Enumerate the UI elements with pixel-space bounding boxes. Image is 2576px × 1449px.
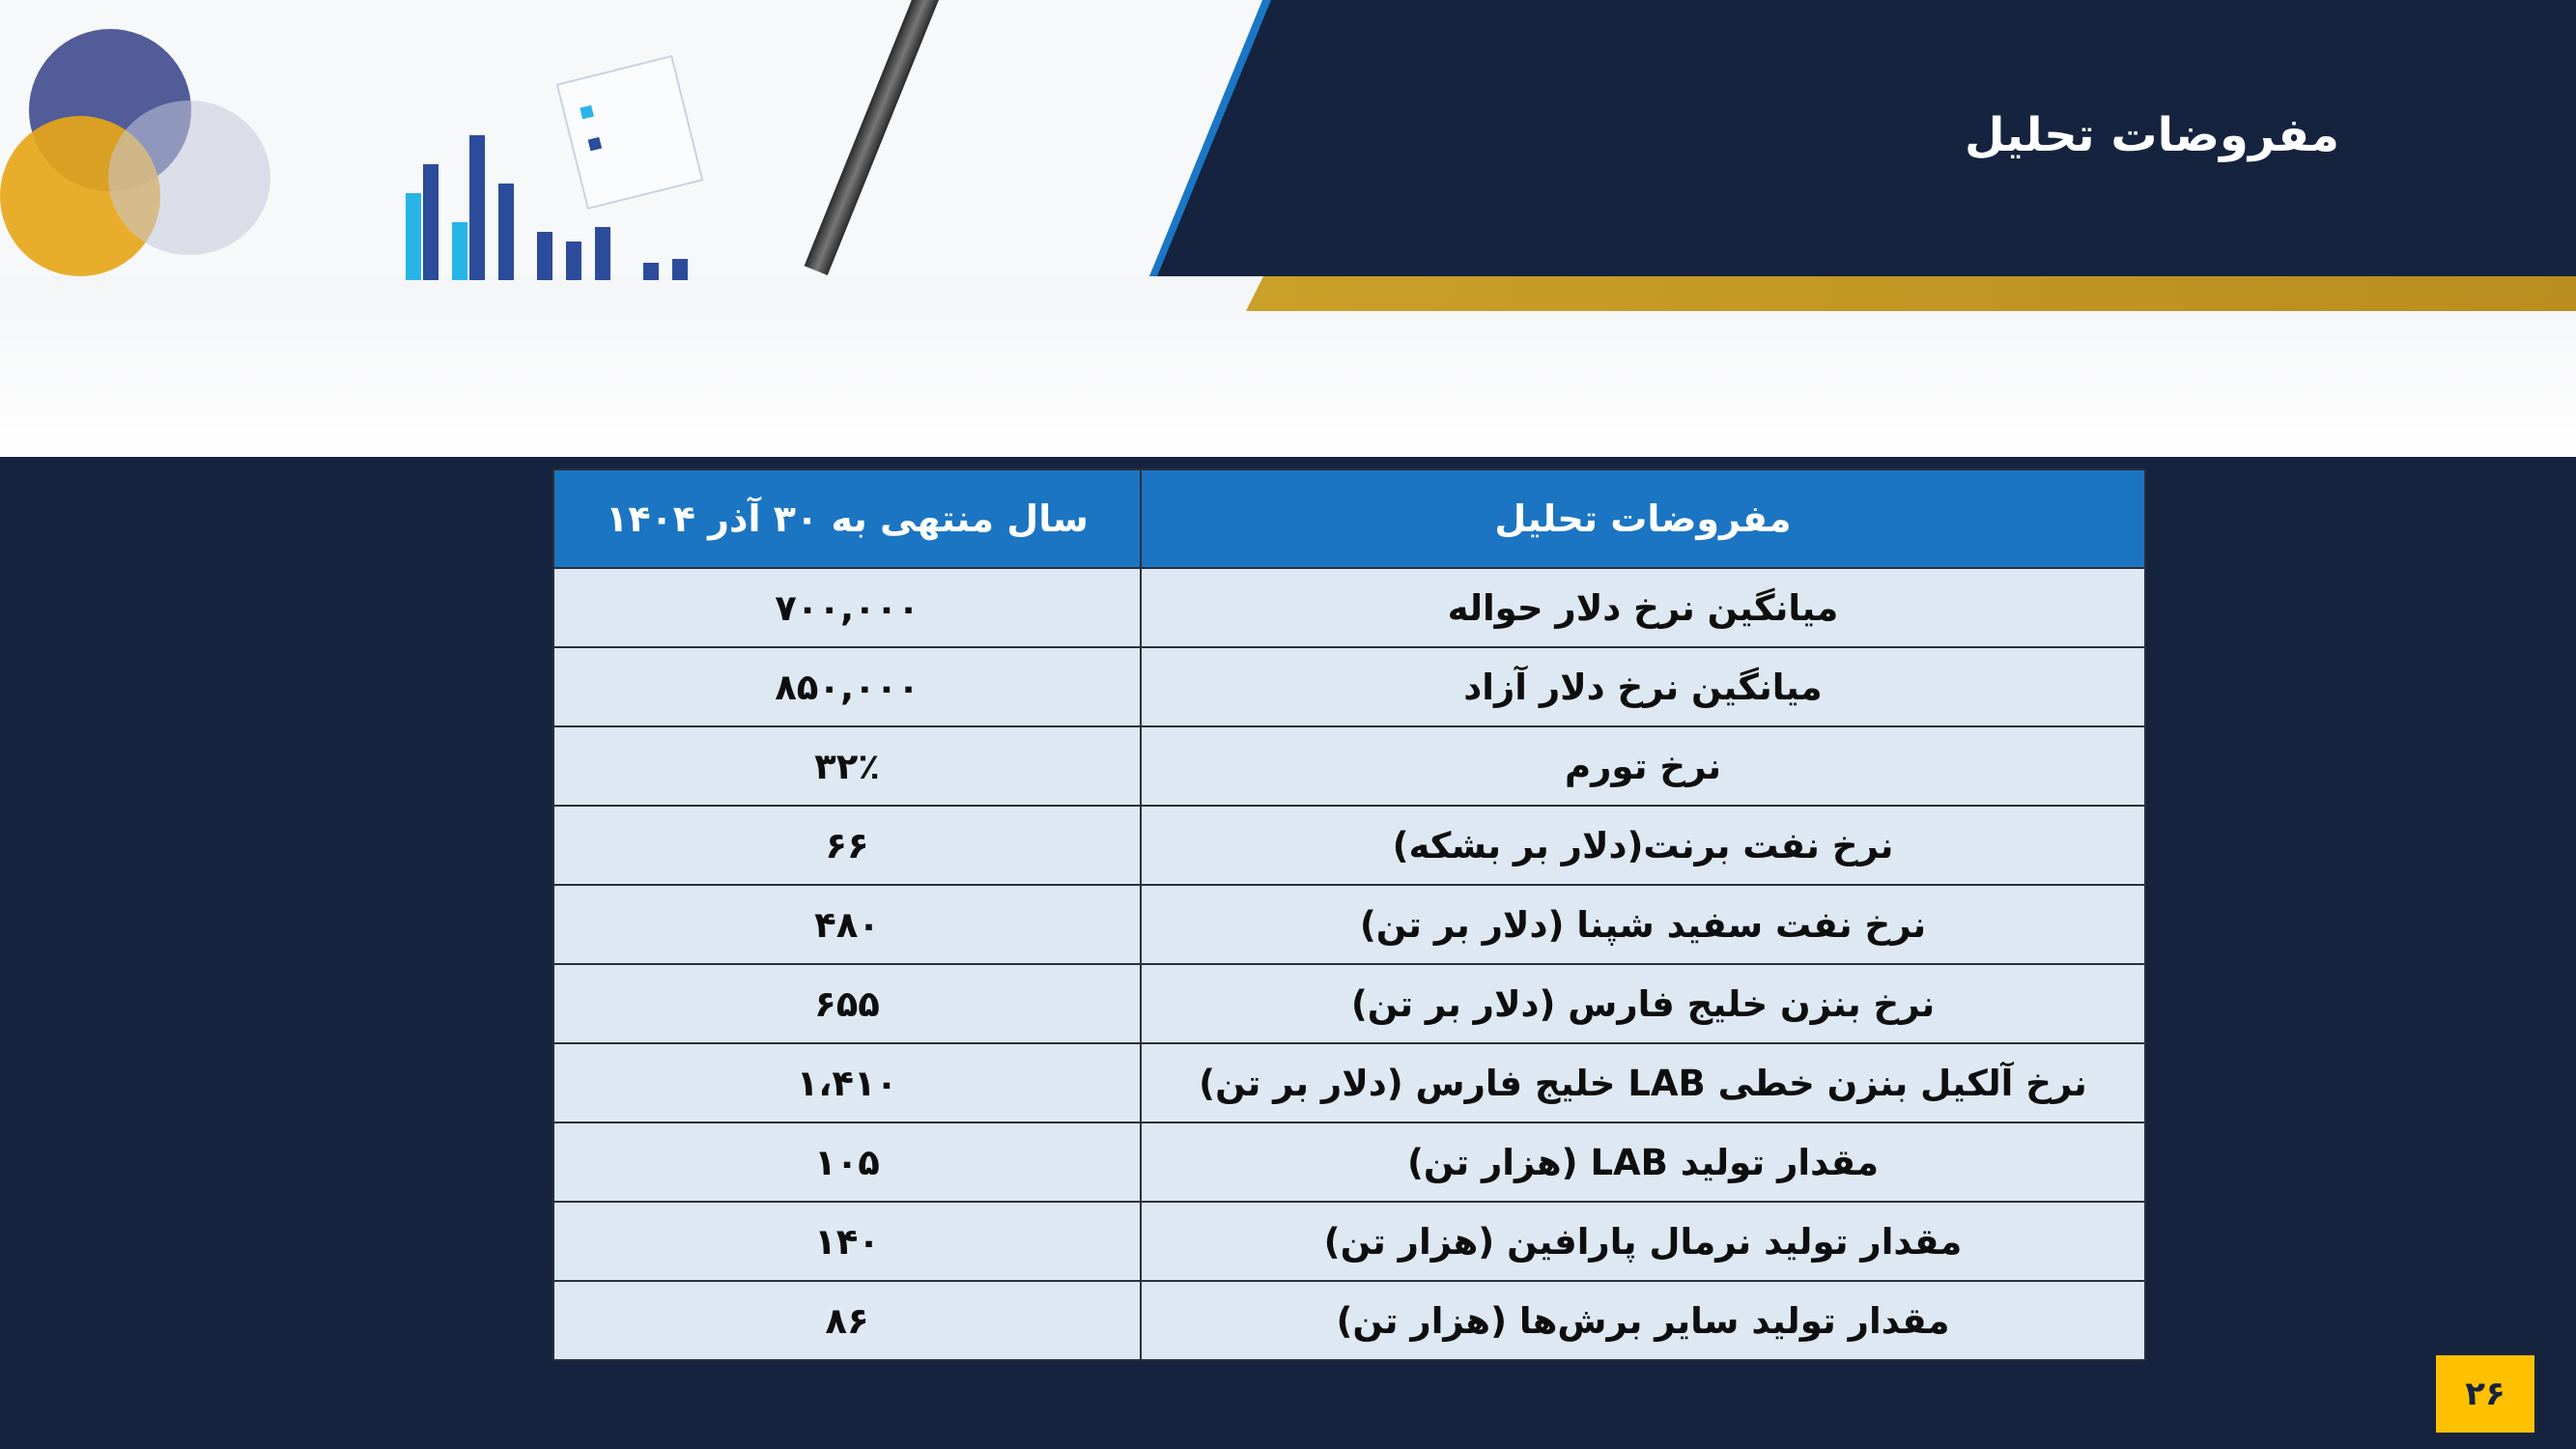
row-label: مقدار تولید سایر برش‌ها (هزار تن) [1141,1281,2145,1360]
row-label: میانگین نرخ دلار حواله [1141,568,2145,647]
title-panel [1149,0,2576,276]
table-row [553,568,2145,647]
decorative-pen-image [805,0,950,275]
row-label: مقدار تولید نرمال پارافین (هزار تن) [1141,1202,2145,1281]
table-row [553,647,2145,726]
row-value: ۱۰۵ [553,1122,1141,1202]
row-value: ۶۵۵ [553,964,1141,1043]
table-row [553,726,2145,806]
row-value: ۷۰۰,۰۰۰ [553,568,1141,647]
row-label: نرخ بنزن خلیج فارس (دلار بر تن) [1141,964,2145,1043]
decorative-circle-grey [108,100,270,255]
assumptions-table [552,469,2146,1361]
row-value: ۸۶ [553,1281,1141,1360]
row-label: مقدار تولید LAB (هزار تن) [1141,1122,2145,1202]
table-row [553,806,2145,885]
row-value: ۱،۴۱۰ [553,1043,1141,1122]
column-header-assumption: مفروضات تحلیل [1141,469,2145,568]
row-value: ۱۴۰ [553,1202,1141,1281]
table-header-row [553,469,2145,568]
row-value: ۴۸۰ [553,885,1141,964]
row-label: نرخ نفت سفید شپنا (دلار بر تن) [1141,885,2145,964]
table-row [553,1043,2145,1122]
row-label: نرخ تورم [1141,726,2145,806]
page-number-badge: ۲۶ [2436,1355,2534,1433]
table-row [553,1122,2145,1202]
row-label: میانگین نرخ دلار آزاد [1141,647,2145,726]
table-row [553,1281,2145,1360]
table-row [553,1202,2145,1281]
page-title: مفروضات تحلیل [1965,108,2339,162]
column-header-year: سال منتهی به ۳۰ آذر ۱۴۰۴ [553,469,1141,568]
row-value: ۶۶ [553,806,1141,885]
row-value: ۳۲٪ [553,726,1141,806]
row-label: نرخ آلکیل بنزن خطی LAB خلیج فارس (دلار بر تن) [1141,1043,2145,1122]
table-row [553,964,2145,1043]
row-label: نرخ نفت برنت(دلار بر بشکه) [1141,806,2145,885]
table-row [553,885,2145,964]
gold-accent-stripe [1246,276,2576,311]
row-value: ۸۵۰,۰۰۰ [553,647,1141,726]
